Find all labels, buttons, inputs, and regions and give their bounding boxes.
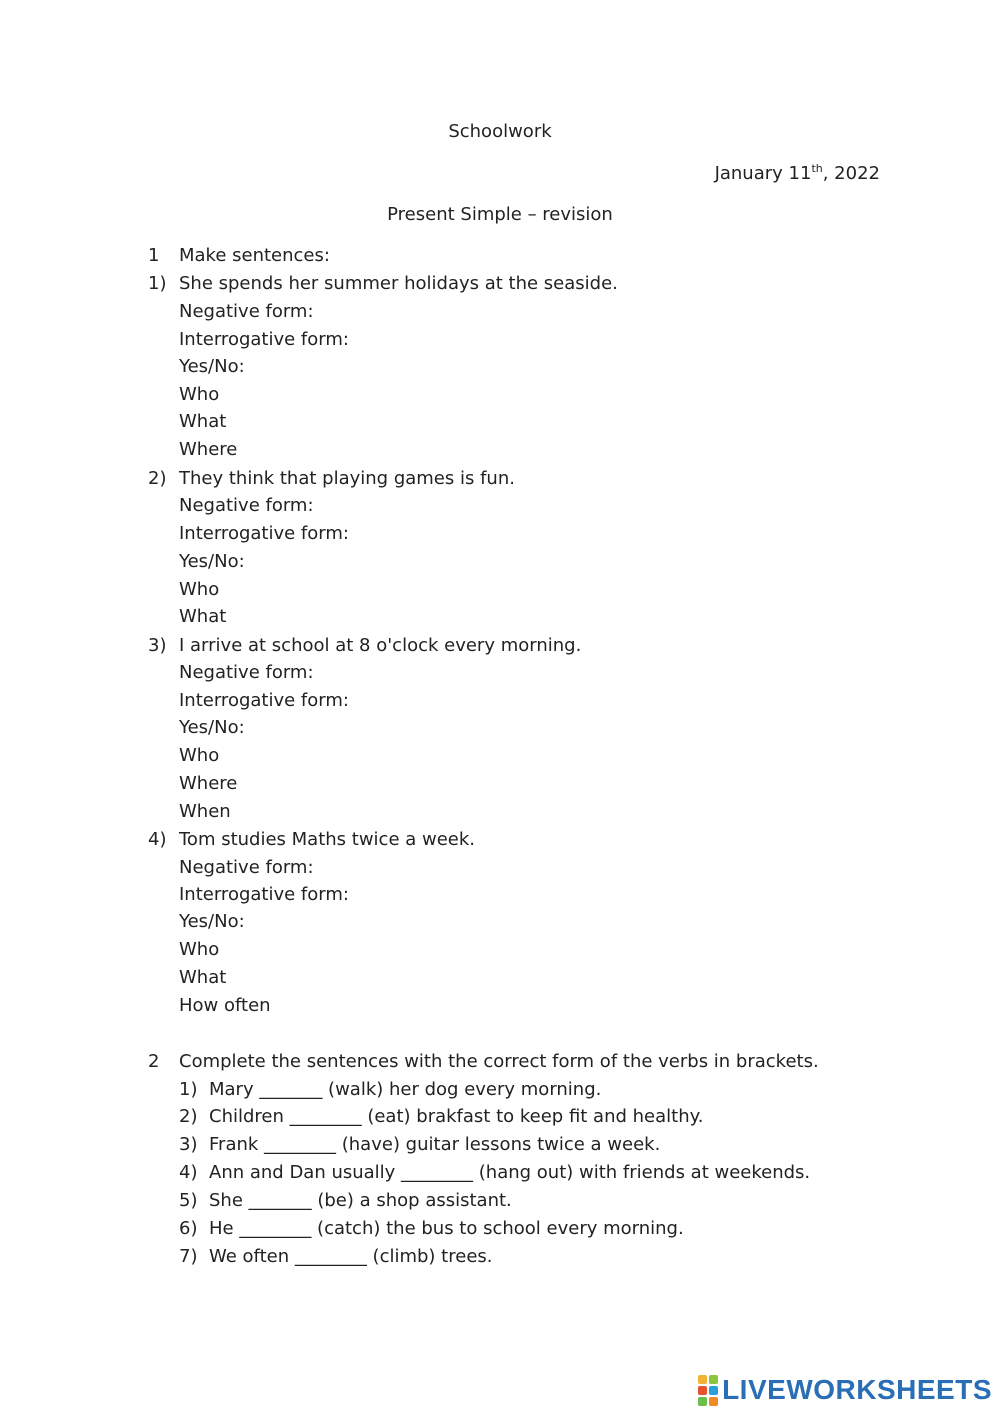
prompt-interrogative: Interrogative form:	[179, 329, 349, 350]
item-number: 3)	[179, 1134, 198, 1155]
prompt-what: What	[179, 606, 227, 627]
gap-fill-sentence: Frank ________ (have) guitar lessons twice a week.	[209, 1134, 661, 1155]
prompt-where: Where	[179, 773, 238, 794]
prompt-interrogative: Interrogative form:	[179, 523, 349, 544]
prompt-interrogative: Interrogative form:	[179, 690, 349, 711]
item-sentence: They think that playing games is fun.	[179, 468, 515, 489]
logo-square	[709, 1375, 718, 1384]
exercise-instruction: Make sentences:	[179, 245, 330, 266]
prompt-negative: Negative form:	[179, 301, 314, 322]
item-number: 6)	[179, 1218, 198, 1239]
date-prefix: January 11	[714, 163, 812, 184]
prompt-negative: Negative form:	[179, 857, 314, 878]
prompt-interrogative: Interrogative form:	[179, 884, 349, 905]
item-sentence: Tom studies Maths twice a week.	[179, 829, 476, 850]
item-number: 2)	[148, 468, 167, 489]
item-number: 1)	[148, 273, 167, 294]
item-number: 4)	[148, 829, 167, 850]
worksheet-title: Present Simple – revision	[387, 204, 613, 225]
exercise-instruction: Complete the sentences with the correct form of the verbs in brackets.	[179, 1051, 819, 1072]
item-number: 7)	[179, 1246, 198, 1267]
gap-fill-sentence: She _______ (be) a shop assistant.	[209, 1190, 512, 1211]
item-number: 1)	[179, 1079, 198, 1100]
prompt-who: Who	[179, 939, 220, 960]
item-number: 3)	[148, 635, 167, 656]
gap-fill-sentence: Children ________ (eat) brakfast to keep fit and healthy.	[209, 1106, 704, 1127]
gap-fill-sentence: Ann and Dan usually ________ (hang out) with friends at weekends.	[209, 1162, 811, 1183]
logo-square	[709, 1386, 718, 1395]
subject-heading: Schoolwork	[448, 121, 552, 142]
item-number: 4)	[179, 1162, 198, 1183]
item-sentence: She spends her summer holidays at the seaside.	[179, 273, 618, 294]
gap-fill-sentence: We often ________ (climb) trees.	[209, 1246, 493, 1267]
prompt-yes-no: Yes/No:	[179, 717, 245, 738]
prompt-who: Who	[179, 745, 220, 766]
date-ordinal: th	[811, 162, 823, 175]
logo-square	[698, 1386, 707, 1395]
prompt-negative: Negative form:	[179, 495, 314, 516]
prompt-who: Who	[179, 579, 220, 600]
gap-fill-sentence: Mary _______ (walk) her dog every morning.	[209, 1079, 602, 1100]
logo-square	[698, 1397, 707, 1406]
prompt-yes-no: Yes/No:	[179, 551, 245, 572]
exercise-number: 1	[148, 245, 160, 266]
prompt-how-often: How often	[179, 995, 271, 1016]
logo-grid-icon	[698, 1375, 718, 1406]
prompt-negative: Negative form:	[179, 662, 314, 683]
brand-name: LIVEWORKSHEETS	[722, 1374, 992, 1405]
prompt-what: What	[179, 967, 227, 988]
gap-fill-sentence: He ________ (catch) the bus to school every morning.	[209, 1218, 684, 1239]
item-sentence: I arrive at school at 8 o'clock every morning.	[179, 635, 582, 656]
prompt-yes-no: Yes/No:	[179, 356, 245, 377]
item-number: 2)	[179, 1106, 198, 1127]
logo-square	[709, 1397, 718, 1406]
date-suffix: , 2022	[822, 163, 880, 184]
prompt-where: Where	[179, 439, 238, 460]
exercise-number: 2	[148, 1051, 160, 1072]
prompt-yes-no: Yes/No:	[179, 911, 245, 932]
date	[715, 163, 880, 185]
liveworksheets-logo[interactable]	[698, 1375, 992, 1405]
prompt-who: Who	[179, 384, 220, 405]
prompt-when: When	[179, 801, 231, 822]
item-number: 5)	[179, 1190, 198, 1211]
logo-square	[698, 1375, 707, 1384]
prompt-what: What	[179, 411, 227, 432]
